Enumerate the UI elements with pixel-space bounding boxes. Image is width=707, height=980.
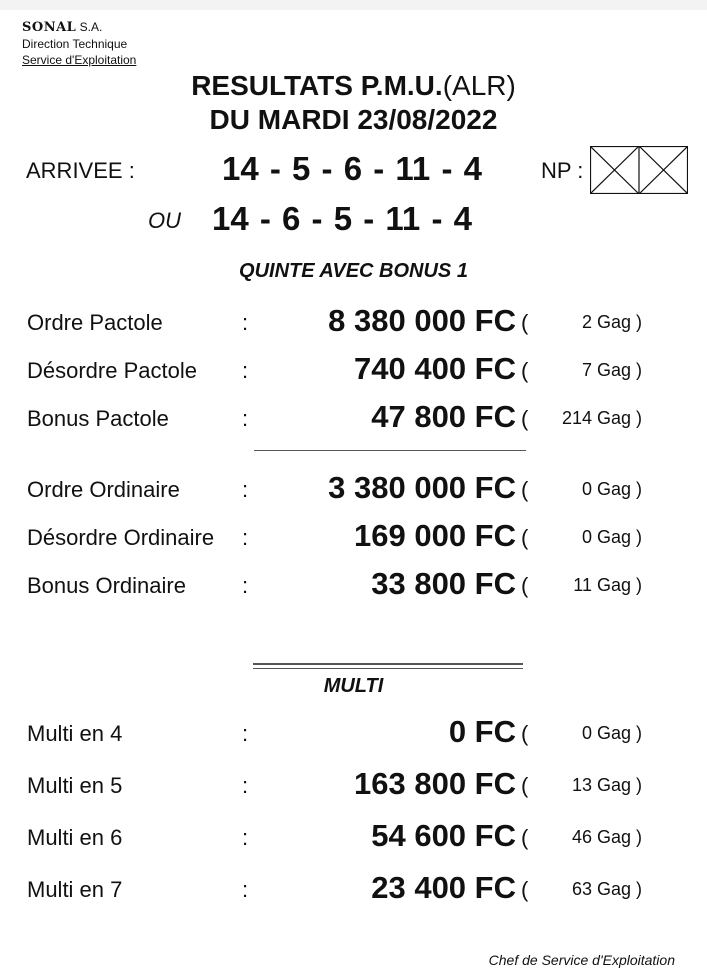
result-row-multi-6	[0, 817, 707, 857]
row-colon: :	[242, 525, 249, 550]
np-label: NP :	[541, 158, 584, 183]
row-amount: 163 800 FC	[354, 766, 516, 801]
row-open-paren: (	[521, 877, 529, 902]
row-amount: 33 800 FC	[371, 566, 516, 601]
row-label: Désordre Ordinaire	[27, 525, 215, 550]
row-open-paren: (	[521, 358, 529, 383]
result-row-ordre-pactole	[0, 302, 707, 342]
row-colon: :	[242, 358, 249, 383]
row-winners: 7 Gag )	[581, 360, 642, 380]
row-open-paren: (	[521, 477, 529, 502]
service-name: Service d'Exploitation	[22, 53, 137, 67]
alt-arrivee-value: 14 - 6 - 5 - 11 - 4	[212, 200, 472, 237]
row-winners: 2 Gag )	[581, 312, 642, 332]
row-label: Multi en 6	[27, 825, 123, 850]
result-row-desordre-pactole	[0, 350, 707, 390]
title-main: RESULTATS P.M.U.	[191, 70, 443, 101]
organization-block	[22, 19, 136, 68]
row-amount: 47 800 FC	[371, 399, 516, 434]
row-label: Ordre Ordinaire	[27, 477, 180, 502]
brand-name: SONAL	[22, 20, 77, 35]
row-label: Désordre Pactole	[27, 358, 197, 383]
row-label: Multi en 4	[27, 721, 123, 746]
row-winners: 0 Gag )	[581, 723, 642, 743]
row-colon: :	[242, 825, 249, 850]
signature-title: Chef de Service d'Exploitation	[488, 952, 675, 968]
row-colon: :	[242, 310, 249, 335]
alt-label: OU	[148, 208, 181, 233]
row-colon: :	[242, 877, 249, 902]
row-winners: 0 Gag )	[581, 527, 642, 547]
row-label: Bonus Pactole	[27, 406, 169, 431]
np-crossed-boxes	[590, 146, 688, 194]
title-suffix: (ALR)	[442, 70, 516, 101]
row-label: Bonus Ordinaire	[27, 573, 186, 598]
top-strip	[0, 0, 707, 10]
result-row-ordre-ordinaire	[0, 469, 707, 509]
row-amount: 3 380 000 FC	[328, 470, 516, 505]
row-open-paren: (	[521, 825, 529, 850]
multi-section-title: MULTI	[323, 675, 384, 697]
row-label: Multi en 5	[27, 773, 123, 798]
row-label: Multi en 7	[27, 877, 123, 902]
row-winners: 13 Gag )	[571, 775, 642, 795]
row-winners: 63 Gag )	[571, 879, 642, 899]
row-amount: 169 000 FC	[354, 518, 516, 553]
result-row-bonus-ordinaire	[0, 565, 707, 605]
result-row-multi-4	[0, 713, 707, 753]
result-row-desordre-ordinaire	[0, 517, 707, 557]
result-row-bonus-pactole	[0, 398, 707, 438]
page-title	[0, 70, 707, 102]
row-winners: 11 Gag )	[573, 575, 642, 595]
section-divider	[254, 450, 526, 451]
result-row-multi-5	[0, 765, 707, 805]
row-winners: 0 Gag )	[581, 479, 642, 499]
page-date: DU MARDI 23/08/2022	[209, 104, 498, 135]
row-colon: :	[242, 721, 249, 746]
row-open-paren: (	[521, 721, 529, 746]
row-colon: :	[242, 773, 249, 798]
row-amount: 8 380 000 FC	[328, 303, 516, 338]
row-colon: :	[242, 573, 249, 598]
quinte-section-title: QUINTE AVEC BONUS 1	[239, 260, 468, 282]
department-name: Direction Technique	[22, 37, 128, 51]
row-open-paren: (	[521, 525, 529, 550]
row-amount: 0 FC	[448, 714, 516, 749]
row-open-paren: (	[521, 573, 529, 598]
result-row-multi-7	[0, 869, 707, 909]
row-colon: :	[242, 477, 249, 502]
row-colon: :	[242, 406, 249, 431]
row-amount: 740 400 FC	[354, 351, 516, 386]
row-label: Ordre Pactole	[27, 310, 163, 335]
row-winners: 214 Gag )	[561, 408, 642, 428]
row-open-paren: (	[521, 406, 529, 431]
section-double-divider	[253, 663, 523, 669]
brand-suffix: S.A.	[79, 20, 103, 34]
row-amount: 54 600 FC	[371, 818, 516, 853]
row-winners: 46 Gag )	[571, 827, 642, 847]
row-amount: 23 400 FC	[371, 870, 516, 905]
row-open-paren: (	[521, 310, 529, 335]
arrivee-label: ARRIVEE :	[26, 158, 135, 183]
arrivee-value: 14 - 5 - 6 - 11 - 4	[222, 150, 482, 187]
row-open-paren: (	[521, 773, 529, 798]
